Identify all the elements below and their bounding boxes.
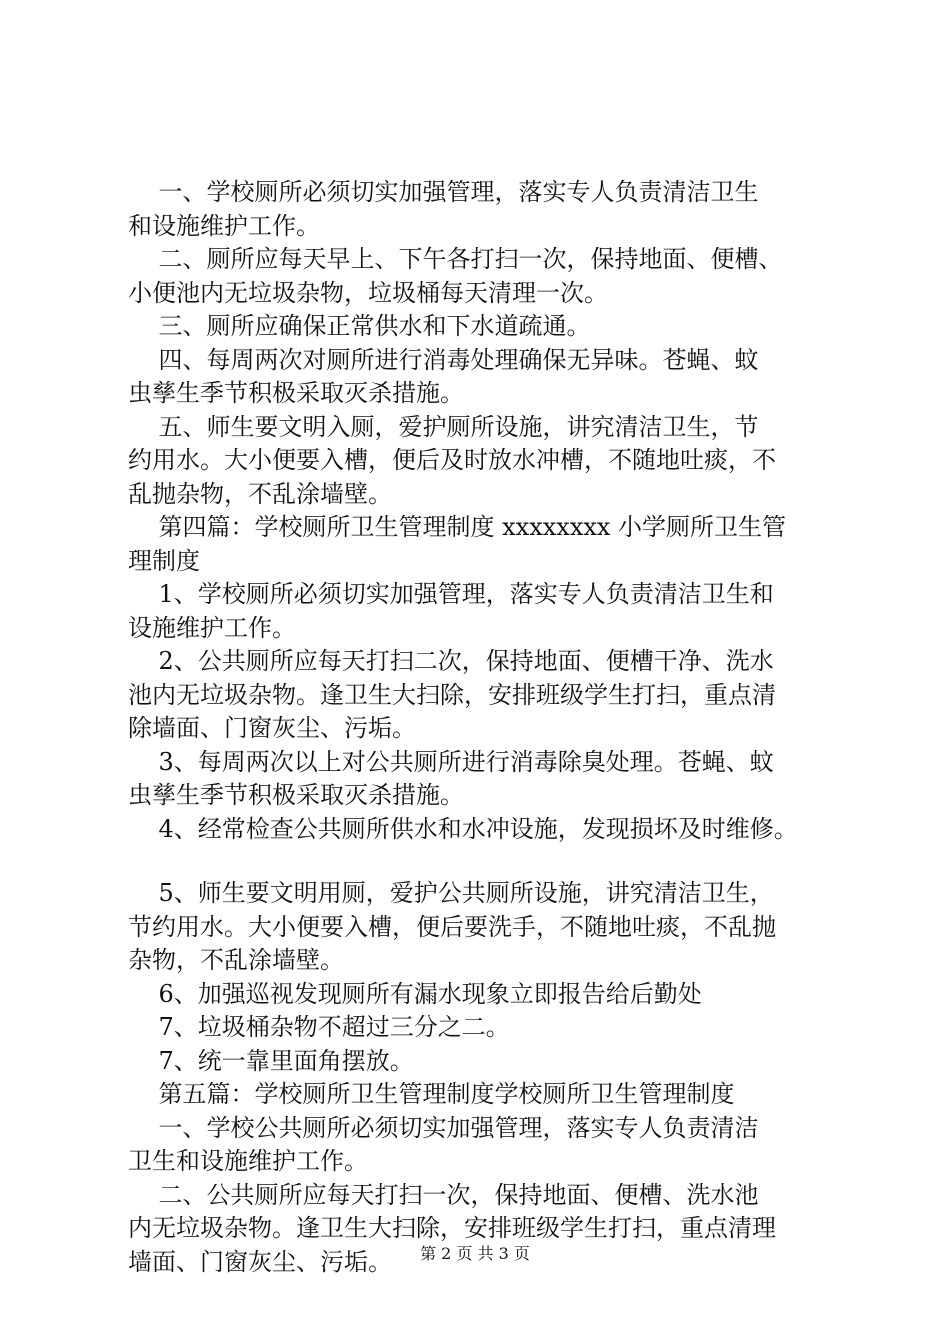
text-line: 除墙面、门窗灰尘、污垢。 — [128, 714, 416, 742]
text-line: 1、学校厕所必须切实加强管理，落实专人负责清洁卫生和 — [128, 580, 774, 608]
text-line: 7、统一靠里面角摆放。 — [128, 1046, 414, 1075]
text-line: 节约用水。大小便要入槽，便后要洗手，不随地吐痰，不乱抛 — [128, 912, 776, 941]
text-line: 一、学校公共厕所必须切实加强管理，落实专人负责清洁 — [128, 1113, 759, 1142]
document-body — [128, 176, 844, 1279]
text-line: 5、师生要文明用厕，爱护公共厕所设施，讲究清洁卫生， — [128, 879, 774, 907]
text-line: 虫孳生季节积极采取灭杀措施。 — [128, 379, 464, 407]
text-line: 虫孳生季节积极采取灭杀措施。 — [128, 781, 464, 809]
text-line: 7、垃圾桶杂物不超过三分之二。 — [128, 1013, 510, 1041]
text-line: 第四篇：学校厕所卫生管理制度 xxxxxxxx 小学厕所卫生管 — [128, 513, 787, 541]
page-footer: 第 2 页 共 3 页 — [420, 1244, 530, 1263]
text-line: 杂物，不乱涂墙壁。 — [128, 946, 344, 974]
text-line: 小便池内无垃圾杂物，垃圾桶每天清理一次。 — [128, 278, 608, 307]
text-line: 四、每周两次对厕所进行消毒处理确保无异味。苍蝇、蚊 — [128, 345, 759, 374]
text-line: 二、公共厕所应每天打扫一次，保持地面、便槽、洗水池 — [128, 1180, 759, 1209]
text-line: 乱抛杂物，不乱涂墙壁。 — [128, 479, 392, 508]
text-line: 墙面、门窗灰尘、污垢。 — [128, 1247, 392, 1276]
text-line: 池内无垃圾杂物。逢卫生大扫除，安排班级学生打扫，重点清 — [128, 680, 776, 709]
text-line: 内无垃圾杂物。逢卫生大扫除，安排班级学生打扫，重点清理 — [128, 1214, 776, 1242]
text-line: 约用水。大小便要入槽，便后及时放水冲槽，不随地吐痰，不 — [128, 446, 776, 474]
text-line: 二、厕所应每天早上、下午各打扫一次，保持地面、便槽、 — [128, 245, 783, 273]
text-line: 卫生和设施维护工作。 — [128, 1147, 368, 1175]
text-line: 一、学校厕所必须切实加强管理，落实专人负责清洁卫生 — [128, 178, 759, 206]
paragraph-spacer — [128, 846, 844, 877]
text-line: 三、厕所应确保正常供水和下水道疏通。 — [128, 312, 591, 340]
text-line: 第五篇：学校厕所卫生管理制度学校厕所卫生管理制度 — [128, 1080, 735, 1108]
text-line: 3、每周两次以上对公共厕所进行消毒除臭处理。苍蝇、蚊 — [128, 747, 774, 776]
text-line: 五、师生要文明入厕，爱护厕所设施，讲究清洁卫生，节 — [128, 412, 759, 441]
text-line: 6、加强巡视发现厕所有漏水现象立即报告给后勤处 — [128, 979, 702, 1008]
text-line: 2、公共厕所应每天打扫二次，保持地面、便槽干净、洗水 — [128, 647, 774, 675]
text-line: 理制度 — [128, 546, 200, 575]
text-line: 和设施维护工作。 — [128, 211, 320, 240]
text-line: 设施维护工作。 — [128, 613, 296, 642]
text-line: 4、经常检查公共厕所供水和水冲设施，发现损坏及时维修。 — [128, 814, 798, 843]
